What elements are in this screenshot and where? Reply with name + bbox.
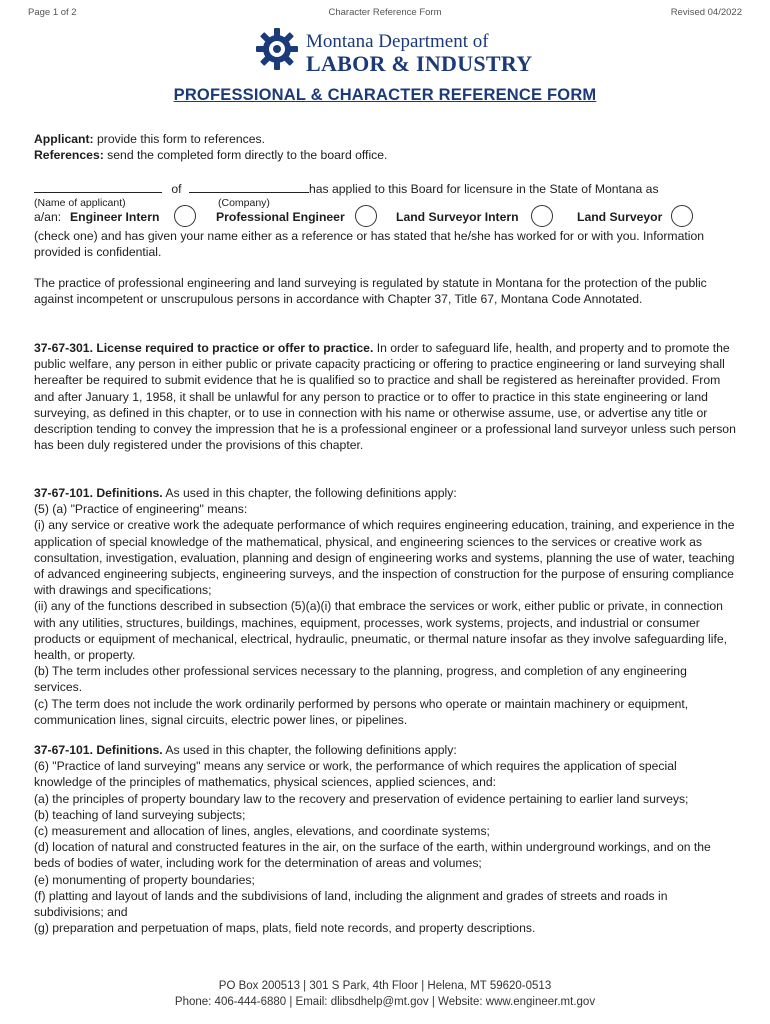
definitions-intro: [34, 742, 738, 758]
definition-line: (i) any service or creative work the adequate performance of which requires engineering education, training, and experience in the application of special knowledge of the mathematical, physical, and engineering sciences to the services or creative work as consultation, investigation, evaluation, planning and design of engineering works and systems, planning the use of water, teaching of advanced engineering subjects, engineering surveys, and the inspection of construction for the purpose of ensuring compliance with drawings and specifications;: [34, 518, 735, 598]
definitions-intro: [34, 485, 738, 501]
licensure-sentence: has applied to this Board for licensure in the State of Montana as: [308, 182, 659, 196]
page-title: PROFESSIONAL & CHARACTER REFERENCE FORM: [173, 86, 597, 104]
definition-line: (g) preparation and perpetuation of maps, plats, field note records, and property descriptions.: [34, 921, 536, 936]
logo-line-2: LABOR & INDUSTRY: [306, 51, 533, 76]
land-surveyor-intern-label: Land Surveyor Intern: [396, 210, 519, 224]
company-field[interactable]: [189, 180, 309, 193]
statute-301-heading: 37-67-301. License required to practice or offer to practice.: [34, 341, 374, 355]
definition-line: (5) (a) "Practice of engineering" means:: [34, 502, 248, 517]
applicant-fill-row: [34, 180, 744, 196]
definition-line: (6) "Practice of land surveying" means any service or work, the performance of which requires the application of special knowledge of the principles of mathematics, physical sciences, applied sciences, and:: [34, 759, 677, 790]
footer-contact: Phone: 406-444-6880 | Email: dlibsdhelp@mt.gov | Website: www.engineer.mt.gov: [174, 996, 596, 1008]
option-prefix: a/an:: [34, 210, 62, 224]
license-required-paragraph: [34, 340, 738, 453]
references-text: send the completed form directly to the board office.: [103, 148, 388, 163]
statute-301-text: In order to safeguard life, health, and property and to promote the public welfare, any person in either public or private capacity practicing or offering to practice engineering or land surveying shall hereafter be required to submit evidence that he is qualified so to practice and shall be registered as hereinafter provided. From and after January 1, 1958, it shall be unlawful for any person to practice or to offer to practice in this state engineering or land surveying, as defined in this chapter, or to use in connection with his name or otherwise assume, use, or advertise any title or description tending to convey the impression that he is a professional engineer or a professional land surveyor unless such person has been duly registered under the provisions of this chapter.: [34, 341, 736, 453]
land-surveyor-radio[interactable]: [671, 205, 693, 227]
references-instruction: [34, 147, 738, 163]
license-type-options: [34, 205, 744, 229]
definition-line: (b) teaching of land surveying subjects;: [34, 807, 246, 822]
definitions-intro-text: As used in this chapter, the following definitions apply:: [162, 486, 457, 500]
engineering-definitions-section: [34, 485, 738, 728]
definition-line: (c) The term does not include the work ordinarily performed by persons who operate or maintain machinery or equipment, communication lines, signal circuits, electric power lines, or pipelines.: [34, 696, 689, 727]
professional-engineer-radio[interactable]: [355, 205, 377, 227]
applicant-name-field[interactable]: [34, 180, 162, 193]
references-label: References:: [34, 148, 104, 163]
surveying-definitions-section: [34, 742, 738, 936]
page-number: Page 1 of 2: [28, 7, 77, 18]
intro-instructions: [34, 131, 738, 163]
definitions-intro-text: As used in this chapter, the following definitions apply:: [162, 743, 457, 757]
definition-line: (c) measurement and allocation of lines, angles, elevations, and coordinate systems;: [34, 824, 490, 839]
gear-emblem-icon: [254, 26, 300, 72]
revision-date: Revised 04/2022: [670, 7, 742, 18]
regulation-paragraph: The practice of professional engineering and land surveying is regulated by statute in Montana for the protection of the public against incompetent or unscrupulous persons in accordance with Chapter 37, Title 67, Montana Code Annotated.: [34, 276, 707, 307]
engineer-intern-radio[interactable]: [174, 205, 196, 227]
definition-line: (f) platting and layout of lands and the subdivisions of land, including the alignment and grades of streets and roads in subdivisions; and: [34, 888, 668, 920]
logo-line-1: Montana Department of: [306, 31, 489, 52]
professional-engineer-label: Professional Engineer: [216, 210, 345, 224]
form-name: Character Reference Form: [328, 7, 442, 18]
engineer-intern-label: Engineer Intern: [70, 210, 160, 224]
confidentiality-paragraph: (check one) and has given your name either as a reference or has stated that he/she has worked for or with you. Information provided is confidential.: [34, 229, 705, 260]
land-surveyor-intern-radio[interactable]: [531, 205, 553, 227]
name-of-applicant-label: (Name of applicant): [34, 197, 126, 209]
applicant-instruction: [34, 131, 738, 147]
statute-101-heading: 37-67-101. Definitions.: [34, 486, 163, 500]
applicant-label: Applicant:: [34, 132, 94, 146]
definition-line: (e) monumenting of property boundaries;: [34, 872, 255, 887]
statute-101-heading: 37-67-101. Definitions.: [34, 743, 163, 757]
definition-line: (ii) any of the functions described in subsection (5)(a)(i) that embrace the services or work, either public or private, in connection with any utilities, structures, buildings, machines, equipment, processes, work systems, projects, and industrial or consumer products or equipment of mechanical, electrical, hydraulic, pneumatic, or thermal nature insofar as they involve safeguarding life, health, or property.: [34, 599, 728, 663]
page-footer: [0, 978, 770, 1010]
definition-line: (b) The term includes other professional services necessary to the planning, progress, and completion of any engineering services.: [34, 664, 687, 695]
footer-address: PO Box 200513 | 301 S Park, 4th Floor | Helena, MT 59620-0513: [218, 980, 552, 992]
department-logo: [254, 26, 533, 78]
company-label: (Company): [218, 197, 270, 209]
applicant-text: provide this form to references.: [93, 132, 265, 146]
definition-line: (a) the principles of property boundary law to the recovery and preservation of evidence pertaining to earlier land surveys;: [34, 791, 689, 806]
definition-line: (d) location of natural and constructed features in the air, on the surface of the earth, within underground workings, and on the beds of bodies of water, including work for the determination of areas and volumes;: [34, 840, 711, 871]
of-text: of: [171, 182, 182, 196]
land-surveyor-label: Land Surveyor: [577, 210, 663, 224]
